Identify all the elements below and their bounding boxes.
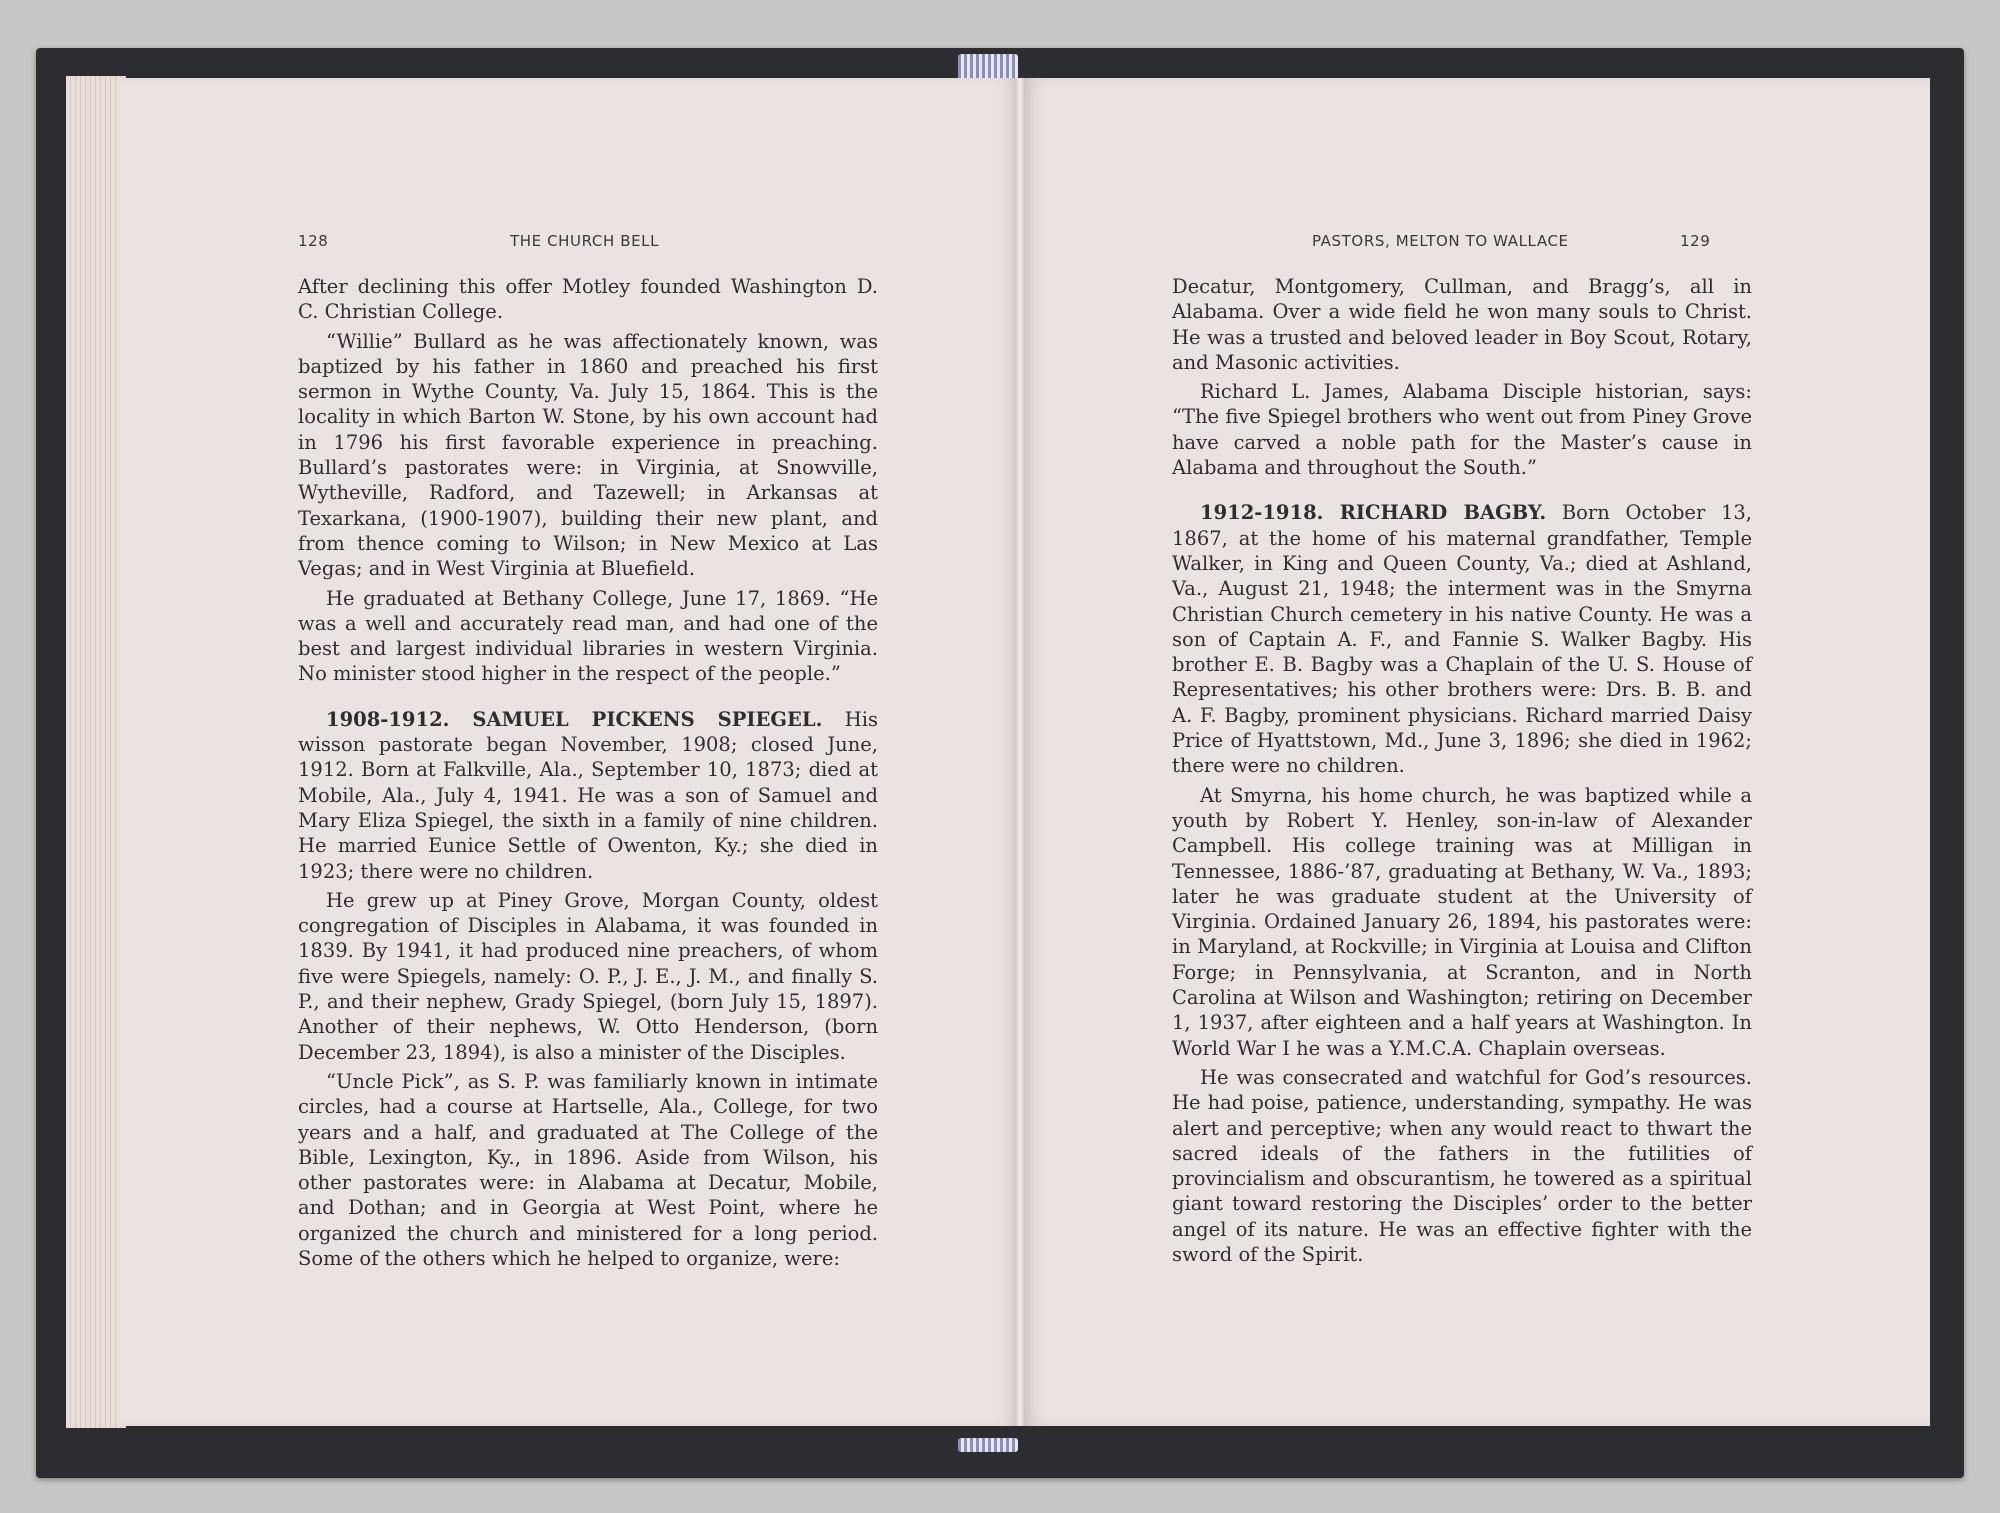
paragraph: He graduated at Bethany College, June 17, 1869. “He was a well and accurately read man, and had one of the best and largest individual libraries in western Virginia. No minister stood higher in the respect of the people.” [298,586,878,686]
paragraph: He grew up at Piney Grove, Morgan County, oldest congregation of Disciples in Alabama, it was founded in 1839. By 1941, it had produced nine preachers, of whom five were Spiegels, namely: O. P., J. E., J. M., and finally S. P., and their nephew, Grady Spiegel, (born July 15, 1897). Another of their nephews, W. Otto Henderson, (born December 23, 1894), is also a minister of the Disciples. [298,888,878,1064]
entry-paragraph [1172,500,1752,778]
left-running-head: THE CHURCH BELL [510,232,660,250]
paragraph: “Willie” Bullard as he was affectionately known, was baptized by his father in 1860 and preached his first sermon in Wythe County, Va. July 15, 1864. This is the locality in which Barton W. Stone, by his own account had in 1796 his first favorable experience in preaching. Bullard’s pastorates were: in Virginia, at Snowville, Wytheville, Radford, and Tazewell; in Arkansas at Texarkana, (1900-1907), building their new plant, and from thence coming to Wilson; in New Mexico at Las Vegas; and in West Virginia at Bluefield. [298,329,878,581]
entry-text: His wisson pastorate began November, 1908; closed June, 1912. Born at Falkville, Ala., September 10, 1873; died at Mobile, Ala., July 4, 1941. He was a son of Samuel and Mary Eliza Spiegel, the sixth in a family of nine children. He married Eunice Settle of Owenton, Ky.; she died in 1923; there were no children. [298,707,878,883]
headband [958,54,1018,80]
entry-text: Born October 13, 1867, at the home of his maternal grandfather, Temple Walker, in King and Queen County, Va.; died at Ashland, Va., August 21, 1948; the interment was in the Smyrna Christian Church cemetery in his native County. He was a son of Captain A. F., and Fannie S. Walker Bagby. His brother E. B. Bagby was a Chaplain of the U. S. House of Representatives; his other brothers were: Drs. B. B. and A. F. Bagby, prominent physicians. Richard married Daisy Price of Hyattstown, Md., June 3, 1896; she died in 1962; there were no children. [1172,501,1753,778]
paragraph: After declining this offer Motley founded Washington D. C. Christian College. [298,275,878,324]
entry-heading: 1912-1918. RICHARD BAGBY. [1200,501,1547,525]
paragraph: Richard L. James, Alabama Disciple historian, says: “The five Spiegel brothers who went out from Piney Grove have carved a noble path for the Master’s cause in Alabama and throughout the South.” [1172,380,1752,480]
paragraph: “Uncle Pick”, as S. P. was familiarly known in intimate circles, had a course at Hartselle, Ala., College, for two years and a half, and graduated at The College of the Bible, Lexington, Ky., in 1896. Aside from Wilson, his other pastorates were: in Alabama at Decatur, Mobile, and Dothan; and in Georgia at West Point, where he organized the church and ministered for a long period. Some of the others which he helped to organize, were: [298,1069,878,1270]
book-gutter [1016,78,1024,1426]
left-page-text [298,274,878,1271]
right-page-number: 129 [1680,232,1711,250]
page-edges [66,76,126,1428]
left-page-number: 128 [298,232,329,250]
right-page-text [1172,274,1752,1267]
tailband [958,1438,1018,1452]
paragraph: He was consecrated and watchful for God’s resources. He had poise, patience, understanding, sympathy. He was alert and perceptive; when any would react to thwart the sacred ideals of the fathers in the futilities of provincialism and obscurantism, he towered as a spiritual giant toward restoring the Disciples’ order to the better angel of its nature. He was an effective fighter with the sword of the Spirit. [1172,1065,1752,1266]
right-running-head: PASTORS, MELTON TO WALLACE [1312,232,1569,250]
paragraph: At Smyrna, his home church, he was baptized while a youth by Robert Y. Henley, son-in-law of Alexander Campbell. His college training was at Milligan in Tennessee, 1886-’87, graduating at Bethany, W. Va., 1893; later he was graduate student at the University of Virginia. Ordained January 26, 1894, his pastorates were: in Maryland, at Rockville; in Virginia at Louisa and Clifton Forge; in Pennsylvania, at Scranton, and in North Carolina at Wilson and Washington; retiring on December 1, 1937, after eighteen and a half years at Washington. In World War I he was a Y.M.C.A. Chaplain overseas. [1172,783,1752,1060]
paragraph: Decatur, Montgomery, Cullman, and Bragg’s, all in Alabama. Over a wide field he won many souls to Christ. He was a trusted and beloved leader in Boy Scout, Rotary, and Masonic activities. [1172,275,1752,374]
entry-paragraph [298,707,878,884]
entry-heading: 1908-1912. SAMUEL PICKENS SPIEGEL. [326,707,823,731]
